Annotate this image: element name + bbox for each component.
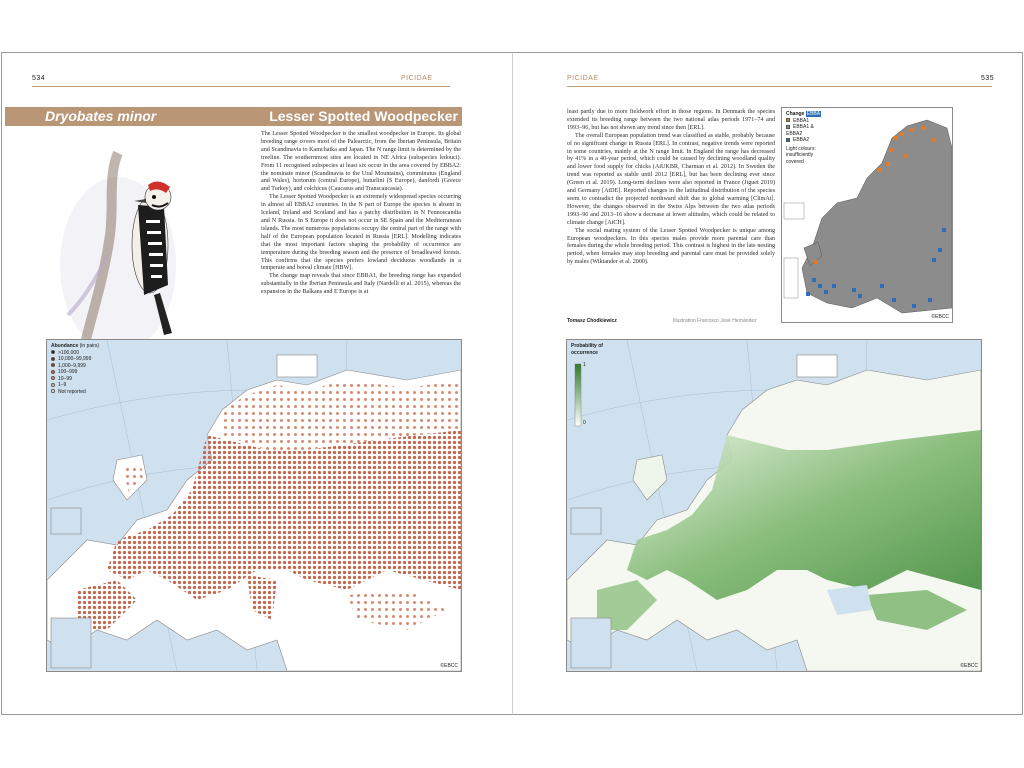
abundance-map (46, 339, 462, 672)
header-rule (32, 86, 450, 87)
change-legend (786, 111, 826, 165)
scale-min-label: 0 (583, 420, 586, 426)
species-common-name: Lesser Spotted Woodpecker (269, 108, 458, 124)
illustration-credit: Illustration Francisco José Hernández (673, 318, 757, 324)
page-number: 535 (981, 75, 995, 82)
legend-title: Probability of occurrence (571, 343, 603, 356)
species-title-bar (5, 107, 462, 126)
right-page (512, 52, 1023, 715)
legend-label: 1,000–9,999 (58, 362, 86, 369)
legend-item (786, 137, 826, 144)
legend-item (51, 389, 99, 396)
legend-label: >100,000 (58, 349, 79, 356)
map-credit: ©EBCC (960, 663, 978, 669)
paragraph: The change map reveals that since EBBA1, the breeding range has expanded substantially in the Iberian Peninsula and Italy (Nardelli et al. 2015), whereas the expansion in the Balkans and E Europe is at (261, 273, 461, 296)
legend-label: Not reported (58, 388, 86, 395)
legend-swatch (51, 357, 55, 361)
probability-map (566, 339, 982, 672)
legend-label: EBBA2 (793, 137, 810, 143)
species-latin-name: Dryobates minor (45, 108, 157, 124)
legend-swatch (51, 350, 55, 354)
legend-swatch (51, 363, 55, 367)
legend-badge: EBBA (806, 111, 821, 117)
left-page (1, 52, 512, 715)
page-number: 534 (32, 75, 46, 82)
legend-swatch (786, 118, 790, 122)
legend-title: Change (786, 111, 805, 117)
map-credit: ©EBCC (440, 663, 458, 669)
paragraph: The Lesser Spotted Woodpecker is an extremely widespread species occurring in almost all EBBA2 countries. In the N part of Europe the species is absent in Iceland, Ireland and Scotland and has a patchy distribution in N Fennoscandia and N Russia. In S Europe it does not occur in SE Spain and the Mediterranean islands. The most numerous populations occupy the central part of the range with half of the European population located in Russia [ERL]. Modelling indicates that the most important factors shaping the probability of occurrence are temperature during the breeding season and the presence of broadleaved forests. This confirms that the species prefers lowland deciduous woodlands in a temperate and boreal climate [HBW]. (261, 194, 461, 272)
running-head: PICIDAE (401, 75, 433, 82)
legend-label: 10,000–99,999 (58, 356, 92, 362)
legend-swatch (786, 125, 790, 129)
header-rule (567, 86, 992, 87)
paragraph: The overall European population trend was classified as stable, probably because of no significant change in Russia [ERL]. In contrast, negative trends were reported in some countries, mainly at the N range limit. In England the range has decreased by 41% in a 40-year period, which could be caused by declining woodland quality and lower food supply for chicks (AtUKBR, Charman et al. 2012). In Sweden the trend was reported as stable until 2012 [ERL], but has been declining ever since (Green et al. 2019). Long-term declines were also reported in France (Jiguet 2019) and Germany [AtDE]. Reported changes in the latitudinal distribution of the species seem to contradict the projected northward shift due to global warming [ClimAt]. However, the changes observed in the Swiss Alps between the two atlas periods 1993–96 and 2013–16 show a decrease at lower altitudes, which could be related to climate change [AtCH]. (567, 132, 775, 226)
legend-label: 100–999 (58, 369, 78, 375)
species-text-left (261, 131, 461, 297)
legend-item (786, 124, 826, 137)
legend-swatch (786, 138, 790, 142)
probability-legend (571, 343, 611, 356)
probability-scale-bar (575, 364, 581, 426)
map-credit: ©EBCC (931, 314, 949, 320)
legend-label: 10–99 (58, 375, 72, 382)
legend-swatch (51, 370, 55, 374)
change-map (781, 107, 953, 323)
species-text-right (567, 109, 775, 267)
paragraph: The Lesser Spotted Woodpecker is the smallest woodpecker in Europe. Its global breeding range covers most of the Palearctic, from the Iberian Peninsula, Britain and Scandinavia to Kamchatka and Japan. The N range limit is determined by the treeline. The southernmost sites are located in NE Africa (subspecies ledouci). From 11 recognised subspecies at least six occur in the area covered by EBBA2: the nominate minor (Scandinavia to the Ural Mountains), comminutus (England and Wales), hortorum (central Europe), buturlini (S Europe), danfordi (Greece and Turkey), and colchicus (Caucasus and Transcaucasia). (261, 131, 461, 193)
paragraph: least partly due to more fieldwork effort in those regions. In Denmark the species extended its breeding range between the two national atlas periods 1971–74 and 1993–96, but has not shown any trend since then [ERL]. (567, 109, 775, 131)
legend-swatch (51, 376, 55, 380)
legend-note: Light colours: insufficiently covered (786, 145, 816, 165)
author-credit: Tomasz Chodkiewicz (567, 318, 617, 324)
running-head: PICIDAE (567, 75, 599, 82)
legend-label: EBBA1 (793, 117, 810, 124)
legend-title: Abundance (51, 343, 79, 349)
abundance-legend (51, 343, 99, 395)
legend-unit: (in pairs) (79, 343, 100, 349)
legend-swatch (51, 389, 55, 393)
legend-label: EBBA1 & EBBA2 (786, 124, 814, 137)
scale-max-label: 1 (583, 362, 586, 368)
legend-label: 1–9 (58, 382, 67, 388)
legend-swatch (51, 383, 55, 387)
paragraph: The social mating system of the Lesser Spotted Woodpecker is unique among European woodpeckers. In this species males provide more parental care than females during the whole breeding period. This contrast is highest in the late nesting period, when females may stop breeding and parental care must be provided solely by males (Wiktander et al. 2000). (567, 227, 775, 266)
